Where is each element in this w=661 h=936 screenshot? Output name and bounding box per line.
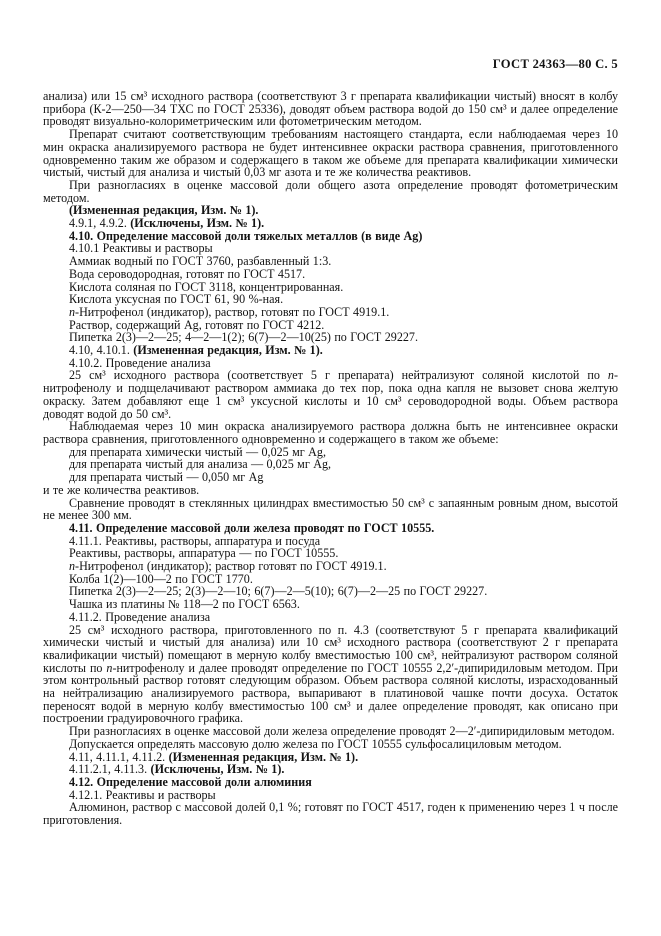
text-run: (Исключены, Изм. № 1). xyxy=(130,216,265,231)
text-run: -нитрофенолу и подщелачивают раствором аммиака до тех пор, пока одна капля не вызовет снова желтую окраску. Затем добавляют еще 1 см³ уксусной кислоты и 10 см³ сероводородной воды. Объем раствора доводят водой до 50 см³. xyxy=(43,368,618,421)
text-run: п xyxy=(69,304,76,319)
text-run: Препарат считают соответствующим требованиям настоящего стандарта, если наблюдаемая через 10 мин окраска анализируемого раствора не будет интенсивнее окраски раствора сравнения, приготовленного одновременно таким же образом и содержащего в таком же объеме для препарата квалификации химически чистый, чистый для анализа и чистый 0,03 мг азота и те же количества реактивов. xyxy=(43,127,618,180)
text-run: 4.11.2.1, 4.11.3. xyxy=(69,762,151,777)
text-run: для препарата чистый — 0,050 мг Ag xyxy=(69,470,264,485)
text-run: Раствор, содержащий Ag, готовят по ГОСТ 4212. xyxy=(69,317,325,332)
text-run: Наблюдаемая через 10 мин окраска анализируемого раствора должна быть не интенсивнее окраски раствора сравнения, приготовленного одновременно и содержащего в таком же объеме: xyxy=(43,419,618,446)
text-run: Чашка из платины № 118—2 по ГОСТ 6563. xyxy=(69,597,300,612)
text-run: 25 см³ исходного раствора (соответствует 5 г препарата) нейтрализуют соляной кислотой по xyxy=(69,368,608,383)
paragraph xyxy=(43,420,618,445)
text-run: Кислота соляная по ГОСТ 3118, концентрированная. xyxy=(69,279,344,294)
text-run: 4.12.1. Реактивы и растворы xyxy=(69,787,216,802)
paragraph xyxy=(43,801,618,826)
page-header-gost-number: ГОСТ 24363—80 С. 5 xyxy=(492,57,618,71)
text-run: 4.10.1 Реактивы и растворы xyxy=(69,241,213,256)
text-run: (Исключены, Изм. № 1). xyxy=(150,762,285,777)
paragraph xyxy=(43,624,618,726)
text-run: 4.10. Определение массовой доли тяжелых металлов (в виде Ag) xyxy=(69,228,423,243)
text-run: п xyxy=(106,660,113,675)
text-run: (Измененная редакция, Изм. № 1). xyxy=(133,343,323,358)
text-run: Допускается определять массовую долю железа по ГОСТ 10555 сульфосалициловым методом. xyxy=(69,736,562,751)
text-run: -Нитрофенол (индикатор); раствор готовят по ГОСТ 4919.1. xyxy=(75,559,387,574)
paragraph xyxy=(43,179,618,204)
text-run: 4.11.1. Реактивы, растворы, аппаратура и посуда xyxy=(69,533,321,548)
text-run: 25 см³ исходного раствора, приготовленного по п. 4.3 (соответствуют 5 г препарата квалификаций химически чистый и чистый для анализа) или 10 см³ исходного раствора (соответствуют 2 г препарата квалификации чистый) помещают в мерную колбу вместимостью 100 см³, нейтрализуют раствором соляной кислоты по xyxy=(43,622,618,675)
text-run: (Измененная редакция, Изм. № 1). xyxy=(168,749,359,764)
text-run: При разногласиях в оценке массовой доли общего азота определение проводят фотометрическим методом. xyxy=(43,177,618,205)
text-run: 4.12. Определение массовой доли алюминия xyxy=(69,774,312,789)
text-run: При разногласиях в оценке массовой доли железа определение проводят 2—2′-дипиридиловым методом. xyxy=(69,724,615,739)
text-run: п xyxy=(607,368,614,383)
text-run: 4.9.1, 4.9.2. xyxy=(69,216,131,231)
text-run: 4.10, 4.10.1. xyxy=(69,343,134,358)
text-run: Реактивы, растворы, аппаратура — по ГОСТ 10555. xyxy=(69,546,339,561)
text-run: п xyxy=(69,559,76,574)
text-run: Пипетка 2(3)—2—25; 2(3)—2—10; 6(7)—2—5(10); 6(7)—2—25 по ГОСТ 29227. xyxy=(69,584,488,599)
text-run: Сравнение проводят в стеклянных цилиндрах вместимостью 50 см³ с запаянным ровным дном, высотой не менее 300 мм. xyxy=(43,495,618,523)
text-run: 4.11, 4.11.1, 4.11.2. xyxy=(69,749,169,764)
text-run: для препарата чистый для анализа — 0,025 мг Ag, xyxy=(69,457,332,472)
paragraph xyxy=(43,128,618,179)
text-run: 4.10.2. Проведение анализа xyxy=(69,355,211,370)
text-run: Вода сероводородная, готовят по ГОСТ 4517. xyxy=(69,266,306,281)
paragraph-continuation xyxy=(43,90,618,128)
text-run: 4.11. Определение массовой доли железа проводят по ГОСТ 10555. xyxy=(69,520,435,535)
text-run: Пипетка 2(3)—2—25; 4—2—1(2); 6(7)—2—10(25) по ГОСТ 29227. xyxy=(69,330,418,345)
paragraph xyxy=(43,497,618,522)
text-run: анализа) или 15 см³ исходного раствора (соответствуют 3 г препарата квалификации чистый) вносят в колбу прибора (К-2—250—34 ТХС по ГОСТ 25336), доводят объем раствора водой до 150 см³ и далее определение проводят визуально-колориметрическим или фотометрическим методом. xyxy=(43,89,618,129)
text-run: и те же количества реактивов. xyxy=(43,482,200,497)
paragraph xyxy=(43,369,618,420)
text-run: Кислота уксусная по ГОСТ 61, 90 %-ная. xyxy=(69,292,284,307)
text-run: 4.11.2. Проведение анализа xyxy=(69,609,211,624)
text-run: Аммиак водный по ГОСТ 3760, разбавленный 1:3. xyxy=(69,254,332,269)
text-run: Колба 1(2)—100—2 по ГОСТ 1770. xyxy=(69,571,253,586)
document-body xyxy=(43,90,618,827)
text-run: для препарата химически чистый — 0,025 мг Ag, xyxy=(69,444,326,459)
text-run: Алюминон, раствор с массовой долей 0,1 %; готовят по ГОСТ 4517, годен к применению через 1 ч после приготовления. xyxy=(43,800,618,828)
text-run: (Измененная редакция, Изм. № 1). xyxy=(69,203,259,218)
text-run: -Нитрофенол (индикатор), раствор, готовят по ГОСТ 4919.1. xyxy=(75,304,390,319)
text-run: -нитрофенолу и далее проводят определение по ГОСТ 10555 2,2′-дипиридиловым методом. При этом контрольный раствор готовят следующим образом. Объем раствора соляной кислоты, израсходованный на нейтрализацию анализируемого раствора, выпаривают в платиновой чашке почти досуха. Остаток переносят водой в мерную колбу вместимостью 100 см³ и далее определение проводят, как описано при построении градуировочного графика. xyxy=(43,660,619,726)
